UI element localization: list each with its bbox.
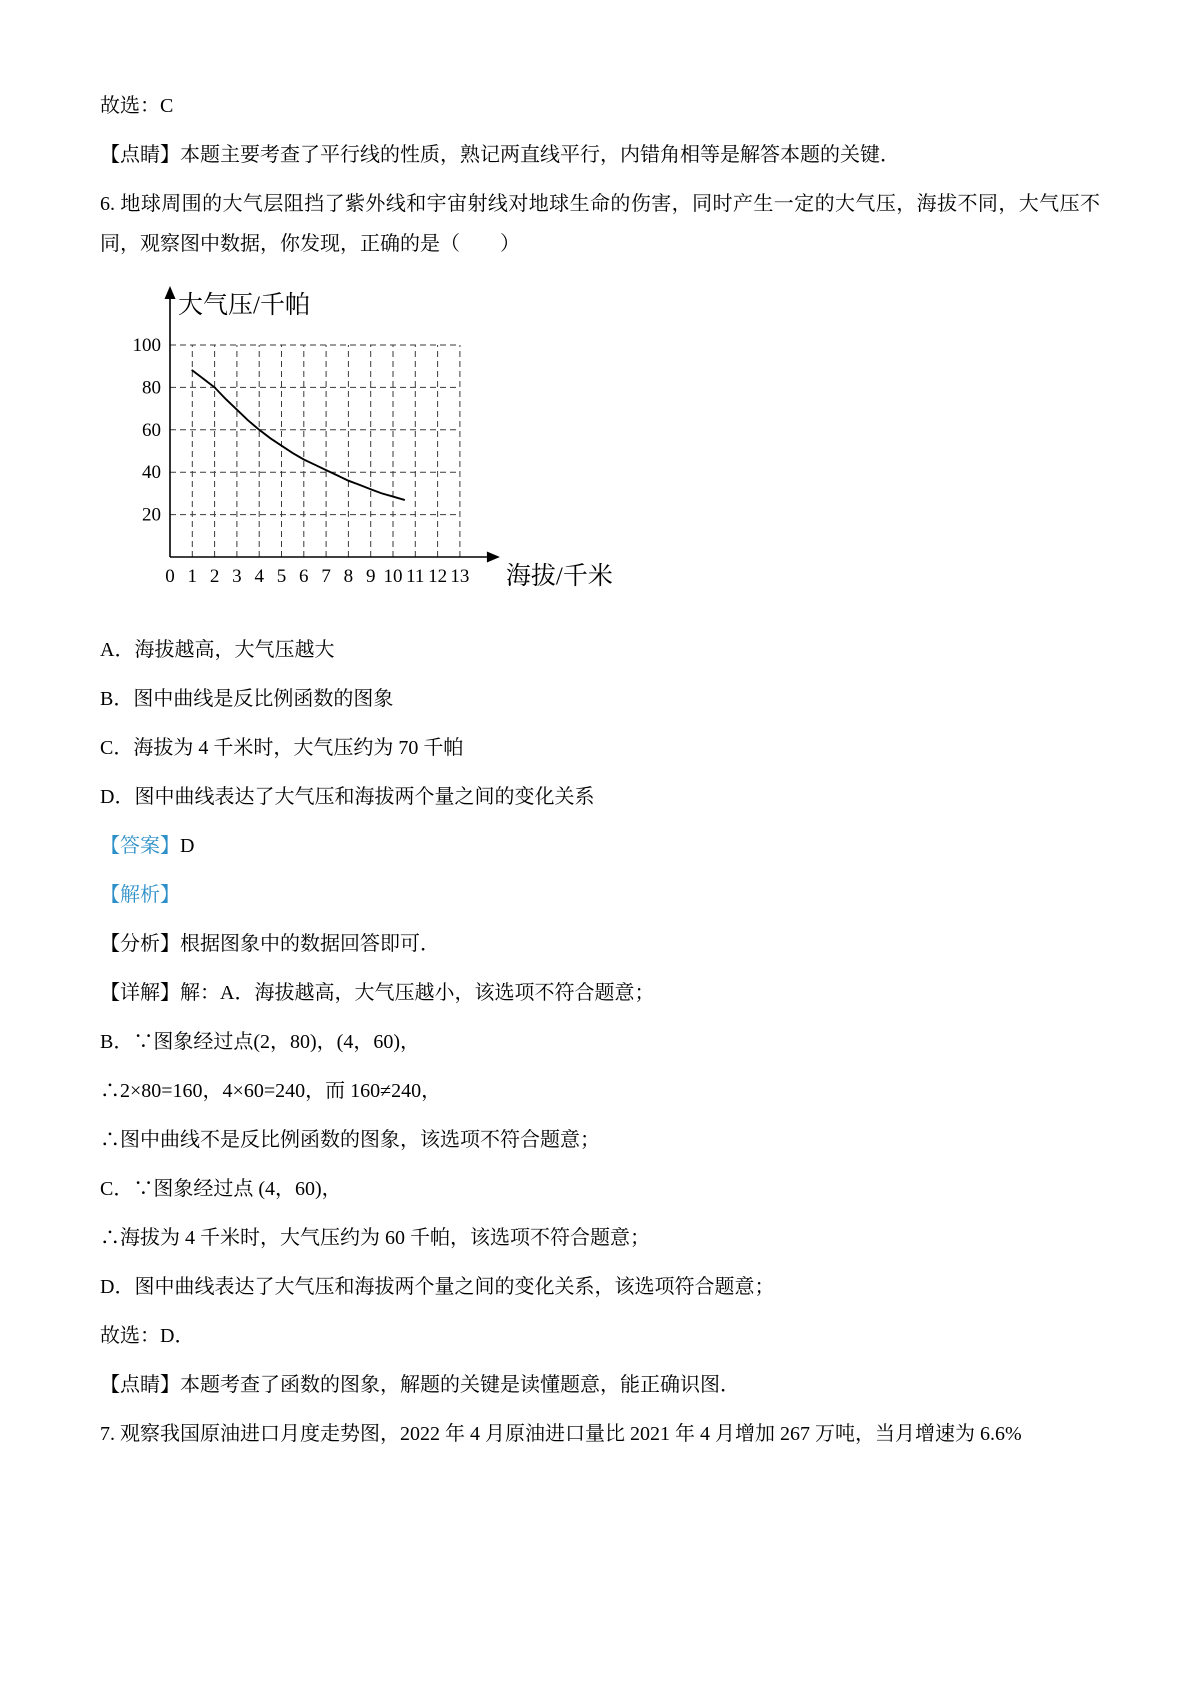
svg-text:8: 8 bbox=[343, 566, 354, 587]
solution-line-1: 【分析】根据图象中的数据回答即可． bbox=[100, 933, 440, 955]
svg-text:9: 9 bbox=[365, 566, 376, 587]
svg-text:1: 1 bbox=[187, 566, 198, 587]
svg-text:60: 60 bbox=[142, 419, 161, 441]
option-d: D．图中曲线表达了大气压和海拔两个量之间的变化关系 bbox=[100, 786, 595, 808]
option-c: C．海拔为 4 千米时，大气压约为 70 千帕 bbox=[100, 737, 464, 759]
svg-text:80: 80 bbox=[142, 377, 161, 399]
svg-text:100: 100 bbox=[132, 335, 161, 356]
analysis-label: 【解析】 bbox=[100, 884, 180, 906]
svg-text:20: 20 bbox=[142, 504, 161, 526]
svg-text:0: 0 bbox=[165, 566, 175, 587]
pressure-altitude-chart bbox=[126, 273, 626, 595]
svg-text:7: 7 bbox=[321, 566, 331, 587]
question-7-stem: 7. 观察我国原油进口月度走势图，2022 年 4 月原油进口量比 2021 年 4 月增加 267 万吨，当月增速为 6.6% bbox=[100, 1423, 1022, 1445]
answer-line bbox=[100, 826, 1100, 866]
svg-text:4: 4 bbox=[254, 566, 264, 587]
solution-line-10: 【点睛】本题考查了函数的图象，解题的关键是读懂题意，能正确识图． bbox=[100, 1374, 740, 1396]
svg-text:2: 2 bbox=[209, 566, 220, 587]
option-a: A．海拔越高，大气压越大 bbox=[100, 639, 335, 661]
solution-line-3: B．∵图象经过点(2，80)，(4，60)， bbox=[100, 1031, 420, 1053]
analysis-header-line bbox=[100, 875, 1100, 915]
svg-text:12: 12 bbox=[428, 566, 448, 587]
solution-line-9: 故选：D． bbox=[100, 1325, 195, 1347]
svg-text:40: 40 bbox=[142, 462, 161, 484]
svg-text:大气压/千帕: 大气压/千帕 bbox=[178, 292, 310, 319]
solution-line-2: 【详解】解：A．海拔越高，大气压越小，该选项不符合题意； bbox=[100, 982, 655, 1004]
prev-note-text: 【点睛】本题主要考查了平行线的性质，熟记两直线平行，内错角相等是解答本题的关键． bbox=[100, 144, 900, 166]
solution-line-8: D．图中曲线表达了大气压和海拔两个量之间的变化关系，该选项符合题意； bbox=[100, 1276, 775, 1298]
svg-text:6: 6 bbox=[299, 566, 309, 587]
svg-text:13: 13 bbox=[450, 566, 470, 587]
solution-line-4: ∴2×80=160，4×60=240，而 160≠240， bbox=[100, 1080, 442, 1102]
svg-text:5: 5 bbox=[276, 566, 287, 587]
svg-text:10: 10 bbox=[383, 566, 403, 587]
solution-line-6: C．∵图象经过点 (4，60)， bbox=[100, 1178, 342, 1200]
svg-text:海拔/千米: 海拔/千米 bbox=[505, 563, 613, 590]
svg-text:3: 3 bbox=[232, 566, 242, 587]
answer-value: D bbox=[180, 835, 195, 857]
pressure-altitude-chart-wrap bbox=[126, 273, 1100, 600]
answer-label: 【答案】 bbox=[100, 835, 180, 857]
question-6-stem: 6. 地球周围的大气层阻挡了紫外线和宇宙射线对地球生命的伤害，同时产生一定的大气压，海拔不同，大气压不同，观察图中数据，你发现，正确的是（ ） bbox=[100, 193, 1100, 255]
prev-answer-text: 故选：C bbox=[100, 95, 174, 117]
option-b: B．图中曲线是反比例函数的图象 bbox=[100, 688, 394, 710]
solution-line-5: ∴图中曲线不是反比例函数的图象，该选项不符合题意； bbox=[100, 1129, 600, 1151]
solution-line-7: ∴海拔为 4 千米时，大气压约为 60 千帕，该选项不符合题意； bbox=[100, 1227, 650, 1249]
svg-text:11: 11 bbox=[406, 566, 425, 587]
